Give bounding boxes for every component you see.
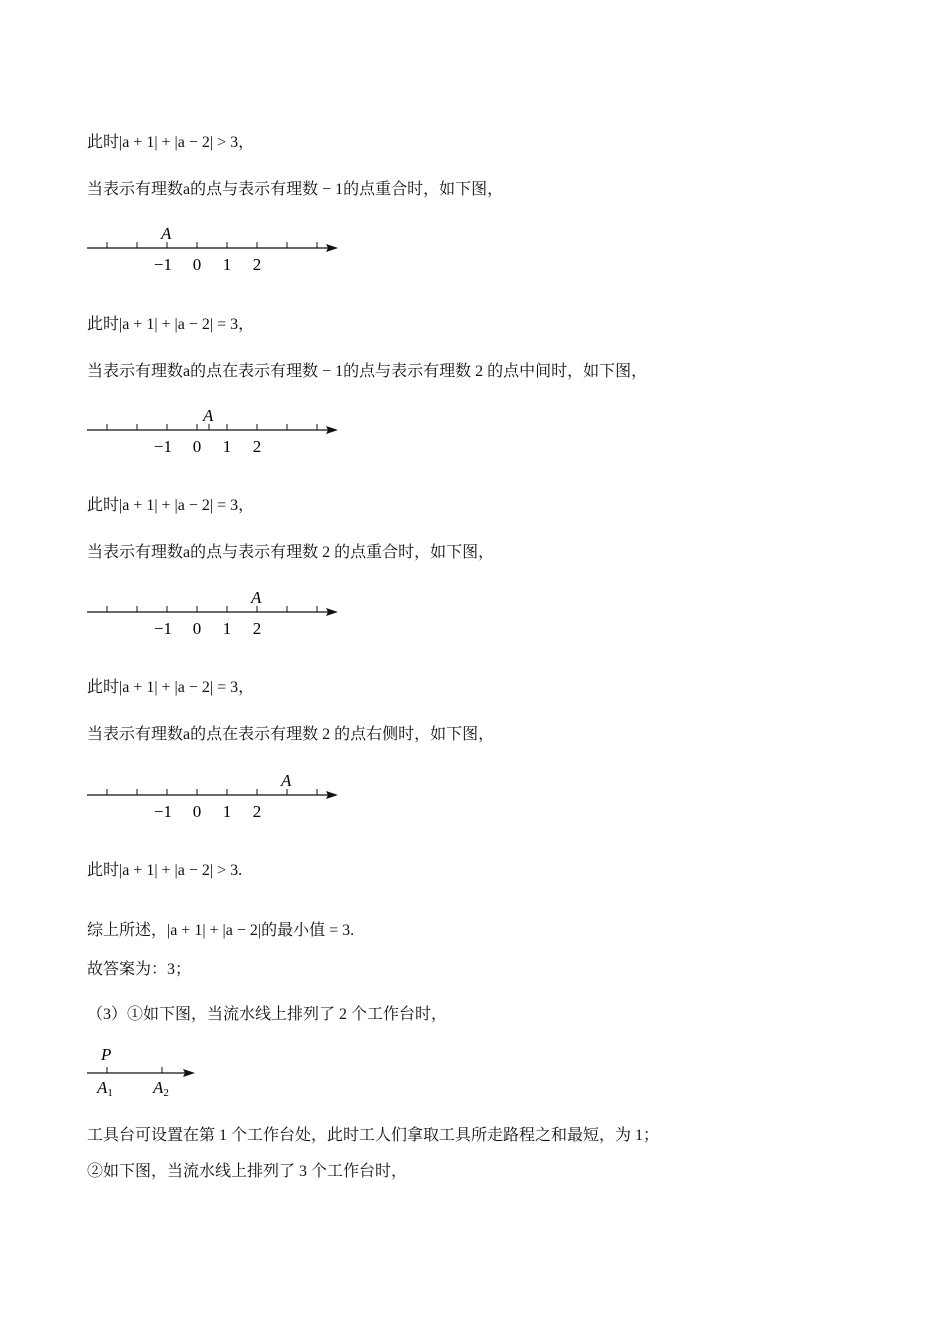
tick-label: −1: [153, 437, 172, 456]
number-line-svg: [80, 762, 350, 822]
tick-label: 2: [252, 437, 262, 456]
label-p: P: [101, 1045, 112, 1064]
tick-label: −1: [153, 255, 172, 274]
number-line-3: [80, 579, 350, 644]
line-8: 当表示有理数a的点在表示有理数 2 的点右侧时，如下图，: [87, 726, 495, 743]
tick-label: 2: [252, 802, 262, 821]
number-line-svg: [80, 397, 350, 457]
line-1: 此时|a + 1| + |a − 2| > 3，: [87, 134, 255, 151]
point-label: A: [203, 406, 214, 425]
line-7: 此时|a + 1| + |a − 2| = 3，: [87, 679, 255, 696]
tick-label: 0: [192, 437, 202, 456]
line-2: 当表示有理数a的点与表示有理数 − 1的点重合时，如下图，: [87, 181, 504, 198]
tick-label: 1: [222, 437, 232, 456]
line-4: 当表示有理数a的点在表示有理数 − 1的点与表示有理数 2 的点中间时，如下图，: [87, 363, 648, 380]
tick-label: 1: [222, 619, 232, 638]
point-label: A: [281, 771, 292, 790]
number-line-1: [80, 215, 350, 280]
tick-label: −1: [153, 619, 172, 638]
tick-label: 0: [192, 255, 202, 274]
number-line-2: [80, 397, 350, 462]
tick-label: −1: [153, 802, 172, 821]
point-label: A: [161, 224, 172, 243]
line-3: 此时|a + 1| + |a − 2| = 3，: [87, 316, 255, 333]
line-10: 综上所述，|a + 1| + |a − 2|的最小值 = 3.: [87, 922, 355, 939]
line-5: 此时|a + 1| + |a − 2| = 3，: [87, 497, 255, 514]
line-12: （3）①如下图，当流水线上排列了 2 个工作台时，: [87, 1006, 448, 1023]
line-11: 故答案为：3；: [87, 961, 192, 978]
number-line-svg: [80, 579, 350, 639]
number-line-4: [80, 762, 350, 827]
tick-label: 2: [252, 255, 262, 274]
label-a2: A2: [153, 1078, 169, 1099]
line-9: 此时|a + 1| + |a − 2| > 3.: [87, 862, 243, 879]
line-13: 工具台可设置在第 1 个工作台处，此时工人们拿取工具所走路程之和最短，为 1；: [87, 1127, 660, 1144]
line-14: ②如下图，当流水线上排列了 3 个工作台时，: [87, 1163, 408, 1180]
point-label: A: [251, 588, 262, 607]
tick-label: 2: [252, 619, 262, 638]
line-6: 当表示有理数a的点与表示有理数 2 的点重合时，如下图，: [87, 544, 495, 561]
tick-label: 1: [222, 255, 232, 274]
label-a1: A1: [97, 1078, 113, 1099]
workstation-figure: [80, 1040, 210, 1100]
tick-label: 1: [222, 802, 232, 821]
tick-label: 0: [192, 802, 202, 821]
number-line-svg: [80, 215, 350, 275]
tick-label: 0: [192, 619, 202, 638]
